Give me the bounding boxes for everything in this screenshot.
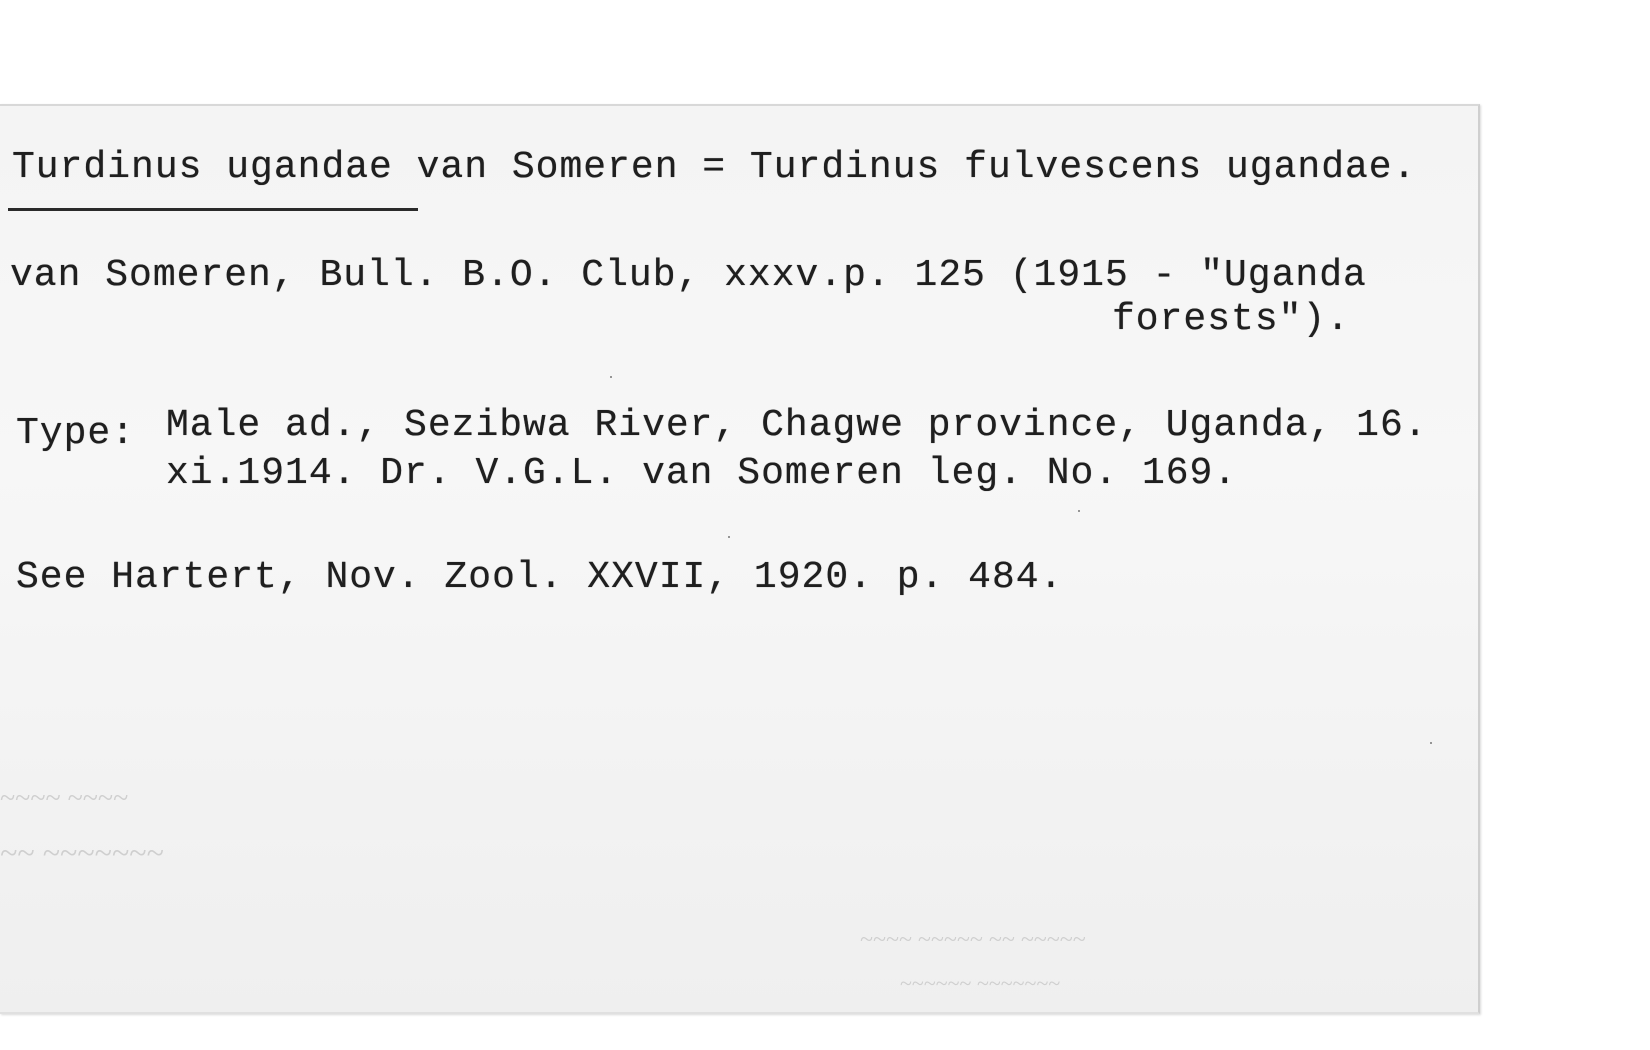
- reference-line: van Someren, Bull. B.O. Club, xxxv.p. 125 (1915 - "Uganda: [10, 254, 1367, 297]
- type-label: Type:: [16, 412, 136, 455]
- dust-speck: [1078, 510, 1080, 512]
- dust-speck: [610, 376, 612, 378]
- bleed-through-mark: ~~~~~~~ ~~: [0, 835, 164, 871]
- bleed-through-mark: ~~~~~~~ ~~~~~~: [900, 971, 1061, 996]
- card-title: Turdinus ugandae van Someren = Turdinus fulvescens ugandae.: [12, 146, 1417, 189]
- reference-continuation: forests").: [1112, 298, 1351, 341]
- type-specimen-line-1: Male ad., Sezibwa River, Chagwe province, Uganda, 16.: [166, 404, 1428, 447]
- see-also-reference: See Hartert, Nov. Zool. XXVII, 1920. p. 484.: [16, 556, 1064, 599]
- title-underline: [8, 208, 418, 211]
- dust-speck: [1430, 742, 1432, 744]
- bleed-through-mark: ~~~~ ~~~~: [0, 781, 129, 812]
- dust-speck: [728, 536, 730, 538]
- type-specimen-line-2: xi.1914. Dr. V.G.L. van Someren leg. No. 169.: [166, 452, 1238, 495]
- bleed-through-mark: ~~~~~ ~~ ~~~~~ ~~~~: [860, 925, 1086, 951]
